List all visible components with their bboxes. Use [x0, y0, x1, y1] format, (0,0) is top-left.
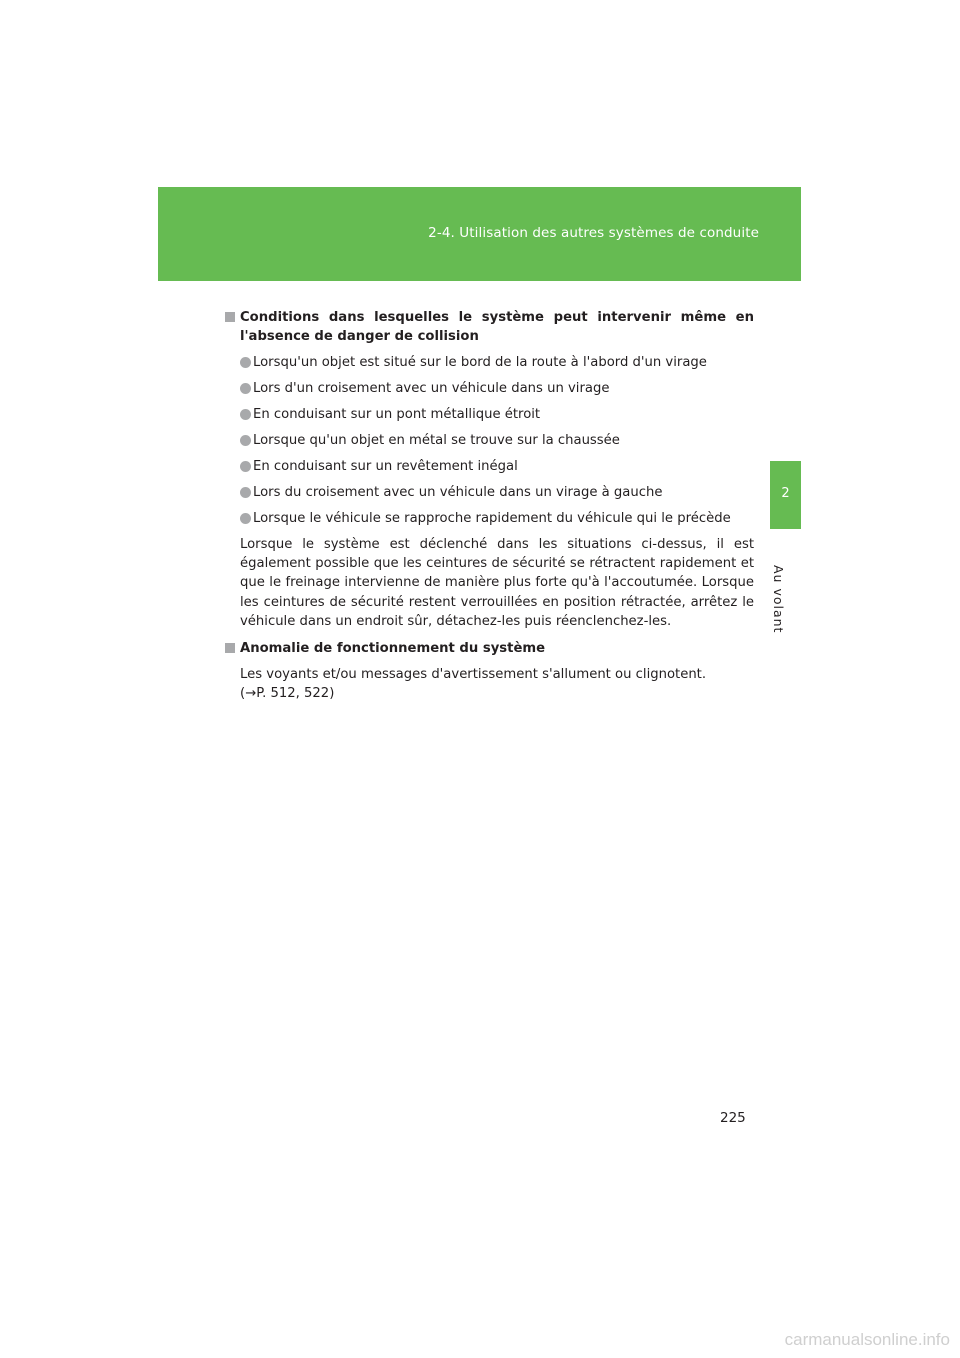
circle-bullet-icon [240, 409, 251, 420]
square-bullet-icon [225, 312, 235, 322]
header-title: 2-4. Utilisation des autres systèmes de conduite [428, 225, 759, 241]
list-item: Lorsqu'un objet est situé sur le bord de la route à l'abord d'un virage [240, 353, 754, 372]
section-heading-text: Anomalie de fonctionnement du système [240, 641, 546, 657]
watermark: carmanualsonline.info [784, 1330, 950, 1349]
section-heading [224, 639, 754, 658]
chapter-header [158, 187, 801, 281]
list-item: Lorsque le véhicule se rapproche rapidement du véhicule qui le précède [240, 509, 754, 528]
body-paragraph: Lorsque le système est déclenché dans les situations ci-dessus, il est également possible que les ceintures de sécurité se rétractent rapidement et que le freinage intervienne de manière plus forte qu'à l'accoutumée. Lorsque les ceintures de sécurité restent verrouillées en position rétractée, arrêtez le véhicule dans un endroit sûr, détachez-les puis réenclenchez-les. [240, 537, 754, 629]
list-item: Lors du croisement avec un véhicule dans un virage à gauche [240, 483, 754, 502]
page-reference: (→P. 512, 522) [240, 686, 335, 702]
chapter-label: Au volant [771, 565, 786, 634]
list-item: En conduisant sur un pont métallique étroit [240, 405, 754, 424]
list-item: Lorsque qu'un objet en métal se trouve sur la chaussée [240, 431, 754, 450]
page-number: 225 [720, 1110, 746, 1126]
list-item: En conduisant sur un revêtement inégal [240, 457, 754, 476]
circle-bullet-icon [240, 435, 251, 446]
section-heading [224, 308, 754, 346]
list-item: Lors d'un croisement avec un véhicule dans un virage [240, 379, 754, 398]
circle-bullet-icon [240, 487, 251, 498]
chapter-number: 2 [781, 486, 790, 501]
section-heading-text: Conditions dans lesquelles le système peut intervenir même en l'absence de danger de collision [240, 310, 754, 344]
circle-bullet-icon [240, 461, 251, 472]
circle-bullet-icon [240, 357, 251, 368]
body-line: Les voyants et/ou messages d'avertissement s'allument ou clignotent. [240, 667, 707, 683]
circle-bullet-icon [240, 513, 251, 524]
chapter-tab [770, 461, 801, 529]
circle-bullet-icon [240, 383, 251, 394]
page-content [224, 308, 754, 703]
square-bullet-icon [225, 643, 235, 653]
condition-list [224, 353, 754, 528]
